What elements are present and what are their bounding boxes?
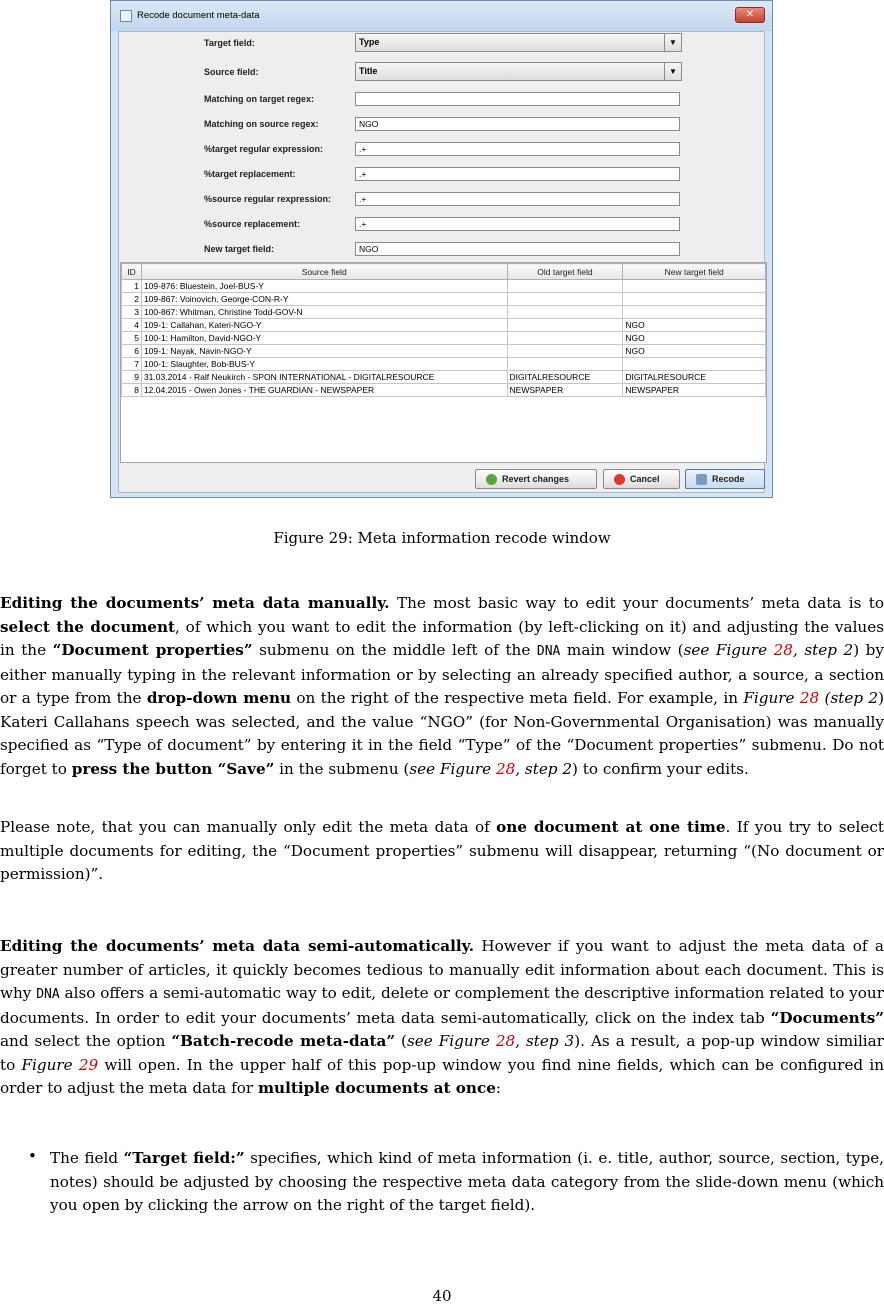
cell-old-target-field [507,306,623,319]
cell-source-field: 109-867: Voinovich, George-CON-R-Y [141,293,507,306]
cell-old-target-field [507,280,623,293]
table-row[interactable] [122,358,766,371]
table-header-row [122,264,766,280]
figure-ref-text: see Figure [409,759,496,778]
paragraph-single-document-note [0,816,884,887]
recode-dialog-window [110,0,773,498]
table-row[interactable] [122,306,766,319]
cell-source-field: 109-1: Nayak, Navin-NGO-Y [141,345,507,358]
text-run: . If you try to select multiple documents for editing, the “Document properties” submenu will disappear, returning “(No document or permission)”. [0,818,884,883]
cell-old-target-field [507,358,623,371]
recode-label: Recode [712,474,745,484]
cell-id: 9 [122,371,142,384]
cell-old-target-field [507,319,623,332]
text-run: However if you want to adjust the meta data of a greater number of articles, it quickly becomes tedious to manually edit information about each document. This is why [0,937,884,1002]
figure-ref-link[interactable]: 28 [495,1032,516,1050]
preview-table[interactable] [120,262,767,463]
bold-run: “Documents” [770,1008,884,1027]
table-row[interactable] [122,280,766,293]
cell-new-target-field [623,293,766,306]
text-run: main window ( [560,641,684,659]
target-regex-label: Matching on target regex: [204,94,315,104]
cell-new-target-field: NGO [623,319,766,332]
figure-ref-link[interactable]: 28 [799,689,820,707]
cancel-button[interactable] [603,469,680,489]
close-icon[interactable]: ✕ [735,7,765,23]
cell-new-target-field: NEWSPAPER [623,384,766,397]
figure-ref-text: Figure [743,689,800,707]
paragraph-semi-automatic-editing [0,935,884,1101]
cancel-label: Cancel [630,474,660,484]
cell-source-field: 100-1: Hamilton, David-NGO-Y [141,332,507,345]
text-run: Please note, that you can manually only edit the meta data of [0,818,497,836]
cell-source-field: 31.03.2014 - Ralf Neukirch - SPON INTERNATIONAL - DIGITALRESOURCE [141,371,507,384]
cell-new-target-field [623,280,766,293]
figure-ref-text: see Figure [406,1032,496,1050]
cell-new-target-field: NGO [623,332,766,345]
column-header-id[interactable]: ID [122,264,142,280]
text-run: : [495,1079,501,1097]
cell-id: 4 [122,319,142,332]
bullet-icon: • [28,1147,37,1165]
bold-run: one document at one time [496,818,726,836]
revert-changes-label: Revert changes [502,474,570,484]
cell-new-target-field [623,306,766,319]
recode-button[interactable] [685,469,765,489]
cell-old-target-field: DIGITALRESOURCE [507,371,623,384]
cell-id: 3 [122,306,142,319]
dialog-client [118,31,765,493]
cell-id: 1 [122,280,142,293]
table-row[interactable] [122,319,766,332]
text-run: ) by either manually typing in the relevant information or by selecting an already specified author, a source, a section or a type from the [0,641,884,707]
new-target-field-label: New target field: [204,244,275,254]
source-replacement-label: %source replacement: [204,219,301,229]
bold-run: “Batch-recode meta-data” [171,1032,396,1050]
paragraph-manual-editing [0,592,884,781]
source-field-combo[interactable] [355,62,682,81]
text-run: The most basic way to edit your documents’ meta data is to [389,594,884,612]
cell-id: 2 [122,293,142,306]
cell-id: 6 [122,345,142,358]
target-regular-expression-input[interactable]: .+ [355,142,680,156]
text-run: , of which you want to edit the information (by left-clicking on it) and adjusting the values in the [0,617,884,659]
cell-source-field: 109-1: Callahan, Kateri-NGO-Y [141,319,507,332]
cell-id: 5 [122,332,142,345]
table-row[interactable] [122,371,766,384]
figure-caption: Figure 29: Meta information recode window [273,529,611,547]
page-number: 40 [432,1287,452,1305]
source-replacement-input[interactable]: .+ [355,217,680,231]
figure-ref-link[interactable]: 28 [495,759,516,778]
table-row[interactable] [122,332,766,345]
figure-ref-text: see Figure [683,641,774,659]
target-replacement-input[interactable]: .+ [355,167,680,181]
bold-run: drop-down menu [146,689,292,707]
target-field-value: Type [359,37,380,47]
app-icon [120,10,132,22]
text-run: in the submenu ( [274,759,410,778]
column-header-source-field[interactable]: Source field [141,264,507,280]
text-run: will open. In the upper half of this pop-up window you find nine fields, which can be configured in order to adjust the meta data for [0,1055,884,1097]
target-field-combo[interactable] [355,33,682,52]
bold-run: press the button “Save” [71,759,275,778]
cancel-icon [614,474,625,485]
figure-ref-text: , step 3 [515,1032,575,1050]
table-row[interactable] [122,293,766,306]
table-row[interactable] [122,345,766,358]
cell-new-target-field [623,358,766,371]
dialog-title: Recode document meta-data [137,10,260,21]
target-replacement-label: %target replacement: [204,169,296,179]
target-regular-expression-label: %target regular expression: [204,144,324,154]
cell-source-field: 109-876: Bluestein, Joel-BUS-Y [141,280,507,293]
text-run: and select the option [0,1032,172,1050]
text-run: also offers a semi-automatic way to edit, delete or complement the descriptive information related to your documents. In order to edit your documents’ meta data semi-automatically, click on the index tab [0,984,884,1027]
dialog-titlebar [111,1,772,31]
column-header-new-target-field[interactable]: New target field [623,264,766,280]
revert-icon [486,474,497,485]
chevron-down-icon[interactable]: ▼ [664,34,681,51]
source-regex-label: Matching on source regex: [204,119,319,129]
source-field-label: Source field: [204,67,259,77]
cell-source-field: 12.04.2015 - Owen Jones - THE GUARDIAN - NEWSPAPER [141,384,507,397]
cell-source-field: 100-867: Whitman, Christine Todd-GOV-N [141,306,507,319]
revert-changes-button[interactable] [475,469,597,489]
cell-new-target-field: NGO [623,345,766,358]
cell-old-target-field: NEWSPAPER [507,384,623,397]
figure-ref-text: , step 2 [515,759,573,778]
cell-new-target-field: DIGITALRESOURCE [623,371,766,384]
text-run: ). As a result, a pop-up window similiar to [0,1032,884,1074]
text-run: specifies, which kind of meta information (i. e. title, author, source, section, type, notes) should be adjusted by choosing the respective meta data category from the slide-down menu (which you open by clicking the arrow on the right of the target field). [50,1149,884,1214]
text-run: submenu on the middle left of the [252,641,537,659]
cell-id: 7 [122,358,142,371]
source-regular-expression-label: %source regular rexpression: [204,194,332,204]
chevron-down-icon[interactable]: ▼ [664,63,681,80]
cell-id: 8 [122,384,142,397]
bold-run: “Document properties” [52,641,253,659]
dna-name: DNA [36,987,60,1002]
bold-run: select the document [0,617,176,636]
text-run: ( [395,1032,407,1050]
figure-ref-link[interactable]: 29 [78,1055,99,1074]
bold-run: multiple documents at once [257,1079,496,1097]
dna-name: DNA [536,644,561,659]
target-field-label: Target field: [204,38,255,48]
cell-source-field: 100-1: Slaughter, Bob-BUS-Y [141,358,507,371]
source-regex-input[interactable]: NGO [355,117,680,131]
figure-ref-text: (step 2 [819,689,879,707]
column-header-old-target-field[interactable]: Old target field [507,264,623,280]
source-regular-expression-input[interactable]: .+ [355,192,680,206]
figure-ref-text: , step 2 [792,641,854,659]
target-regex-input[interactable] [355,92,680,106]
new-target-field-input[interactable]: NGO [355,242,680,256]
cell-old-target-field [507,293,623,306]
text-run: on the right of the respective meta field. For example, in [291,689,744,707]
recode-icon [696,474,707,485]
text-run: ) Kateri Callahans speech was selected, and the value “NGO” (for Non-Governmental Organisation) was manually specified as “Type of document” by entering it in the field “Type” of the “Document properties” submenu. Do not forget to [0,689,884,778]
figure-ref-link[interactable]: 28 [773,641,793,659]
bold-run: “Target field:” [123,1149,245,1167]
text-run: The field [50,1149,124,1167]
bullet-target-field [50,1147,884,1218]
cell-old-target-field [507,332,623,345]
paragraph-heading: Editing the documents’ meta data manually. [0,594,390,612]
figure-ref-text: Figure [21,1055,79,1074]
text-run: ) to confirm your edits. [572,759,749,778]
source-field-value: Title [359,66,378,76]
table-row[interactable] [122,384,766,397]
paragraph-heading: Editing the documents’ meta data semi-automatically. [0,937,475,955]
cell-old-target-field [507,345,623,358]
